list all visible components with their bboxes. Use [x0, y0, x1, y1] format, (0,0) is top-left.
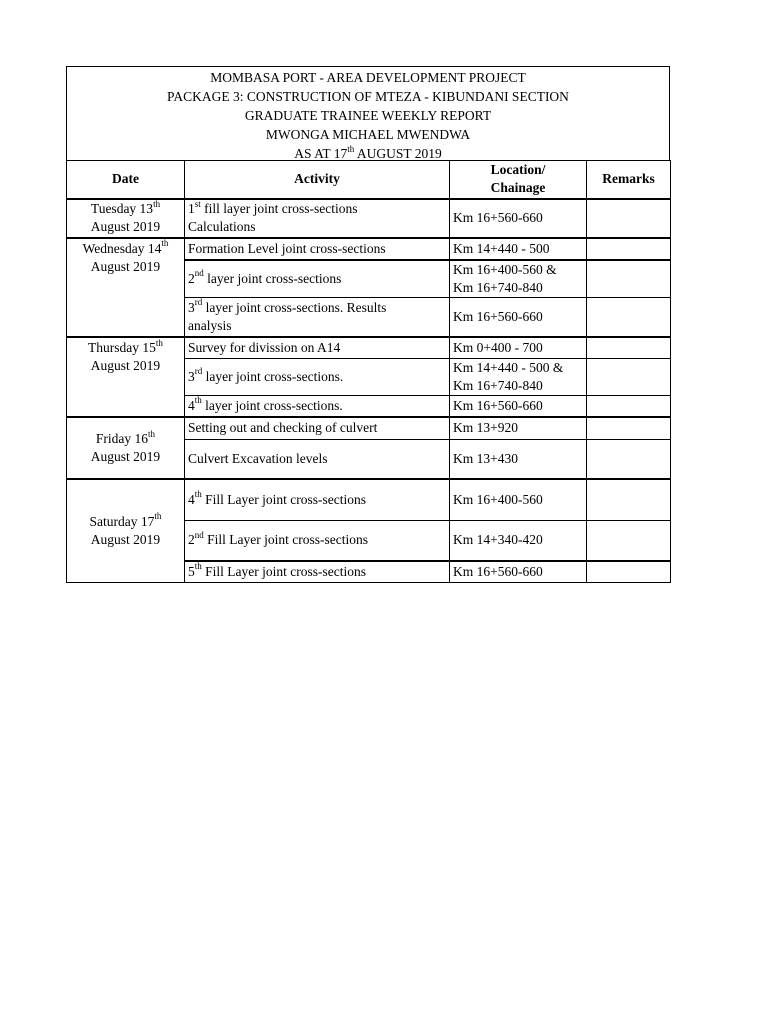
column-header-activity: Activity: [185, 161, 450, 199]
trainee-name: MWONGA MICHAEL MWENDWA: [265, 127, 471, 142]
activity-cell: Culvert Excavation levels: [185, 439, 450, 479]
remarks-cell: [587, 260, 671, 298]
column-header-date: Date: [67, 161, 185, 199]
activity-table: [66, 160, 671, 583]
table-row: [67, 199, 671, 238]
location-cell: Km 13+430: [450, 439, 587, 479]
location-cell: Km 16+560-660: [450, 297, 587, 337]
location-cell: Km 0+400 - 700: [450, 337, 587, 358]
report-header: [66, 66, 670, 160]
activity-cell: 4th layer joint cross-sections.: [185, 395, 450, 417]
activity-cell: 2nd Fill Layer joint cross-sections: [185, 520, 450, 561]
remarks-cell: [587, 561, 671, 582]
activity-cell: 4th Fill Layer joint cross-sections: [185, 479, 450, 520]
remarks-cell: [587, 337, 671, 358]
location-cell: Km 16+560-660: [450, 395, 587, 417]
location-cell: Km 13+920: [450, 417, 587, 439]
weekly-report-document: [66, 66, 670, 583]
activity-cell: Formation Level joint cross-sections: [185, 238, 450, 260]
activity-cell: Survey for divission on A14: [185, 337, 450, 358]
package-title: PACKAGE 3: CONSTRUCTION OF MTEZA - KIBUNDANI SECTION: [167, 89, 569, 104]
activity-cell: Setting out and checking of culvert: [185, 417, 450, 439]
location-cell: Km 14+340-420: [450, 520, 587, 561]
location-cell: Km 16+400-560: [450, 479, 587, 520]
report-date: AS AT 17th AUGUST 2019: [294, 143, 442, 161]
remarks-cell: [587, 417, 671, 439]
remarks-cell: [587, 395, 671, 417]
project-title: MOMBASA PORT - AREA DEVELOPMENT PROJECT: [210, 70, 526, 85]
date-cell: Wednesday 14th August 2019: [67, 238, 185, 338]
remarks-cell: [587, 297, 671, 337]
location-cell: Km 14+440 - 500 & Km 16+740-840: [450, 358, 587, 395]
remarks-cell: [587, 199, 671, 238]
remarks-cell: [587, 238, 671, 260]
column-header-location: Location/ Chainage: [450, 161, 587, 199]
table-row: [67, 417, 671, 439]
table-header-row: [67, 161, 671, 199]
location-cell: Km 16+560-660: [450, 199, 587, 238]
table-row: [67, 479, 671, 520]
remarks-cell: [587, 358, 671, 395]
activity-cell: 3rd layer joint cross-sections.: [185, 358, 450, 395]
location-cell: Km 14+440 - 500: [450, 238, 587, 260]
location-cell: Km 16+400-560 & Km 16+740-840: [450, 260, 587, 298]
table-row: [67, 238, 671, 260]
report-title: GRADUATE TRAINEE WEEKLY REPORT: [244, 108, 492, 123]
location-cell: Km 16+560-660: [450, 561, 587, 582]
activity-cell: 2nd layer joint cross-sections: [185, 260, 450, 298]
date-cell: Thursday 15th August 2019: [67, 337, 185, 417]
remarks-cell: [587, 439, 671, 479]
date-cell: Friday 16th August 2019: [67, 417, 185, 479]
remarks-cell: [587, 479, 671, 520]
date-cell: Saturday 17th August 2019: [67, 479, 185, 582]
table-row: [67, 337, 671, 358]
date-cell: Tuesday 13th August 2019: [67, 199, 185, 238]
remarks-cell: [587, 520, 671, 561]
activity-cell: 3rd layer joint cross-sections. Results analysis: [185, 297, 450, 337]
activity-cell: 5th Fill Layer joint cross-sections: [185, 561, 450, 582]
column-header-remarks: Remarks: [587, 161, 671, 199]
activity-cell: 1st fill layer joint cross-sections Calculations: [185, 199, 450, 238]
